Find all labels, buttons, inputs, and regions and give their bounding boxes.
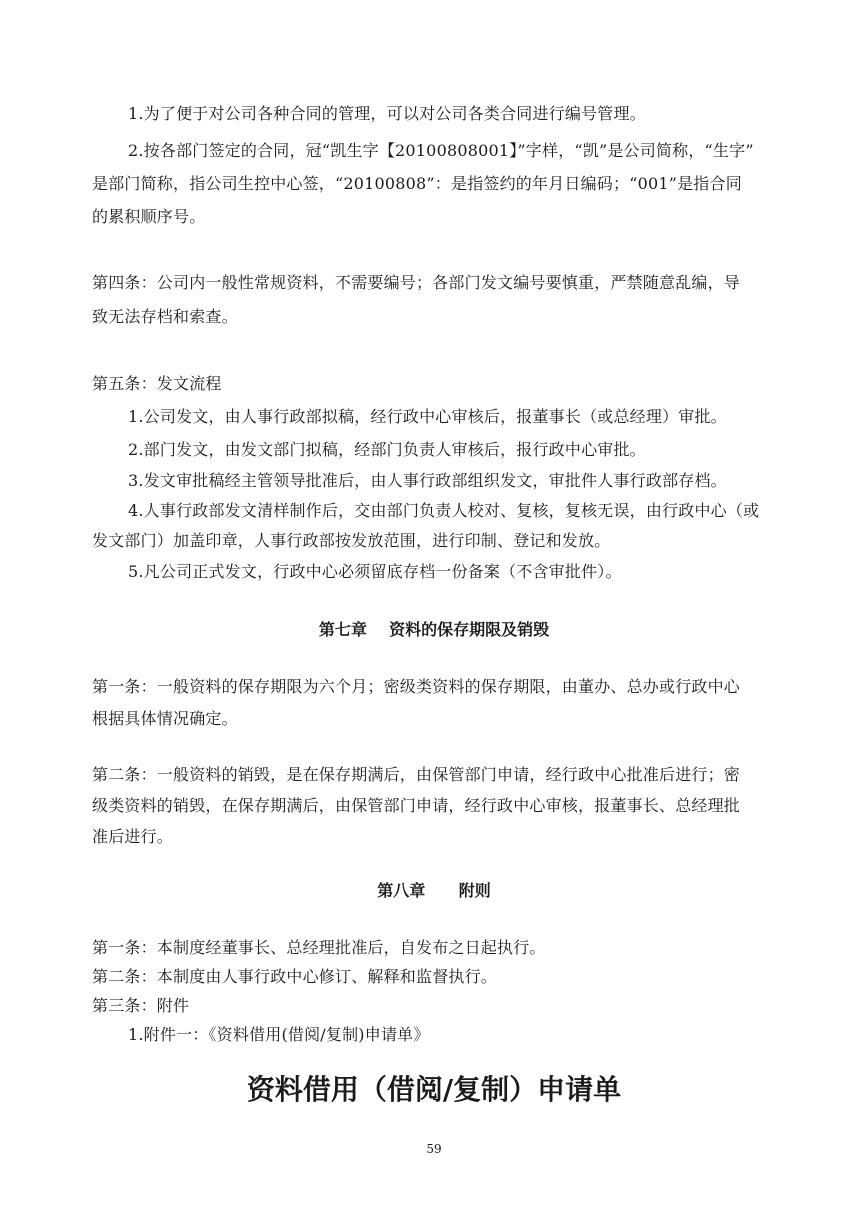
chapter-7-article-2: 第二条：一般资料的销毁，是在保存期满后，由保管部门申请，经行政中心批准后进行；密 [92,765,741,784]
contract-numbering-item-2-cont: 是部门简称，指公司生控中心签，“20100808”：是指签约的年月日编码；“001”是指合同 [92,174,742,193]
contract-numbering-item-2: 2.按各部门签定的合同，冠“凯生字【20100808001】”字样，“凯”是公司简称，“生字” [128,141,754,160]
article-5-item-4: 4.人事行政部发文清样制作后，交由部门负责人校对、复核，复核无误，由行政中心（或 [128,501,760,520]
chapter-7-article-2-end: 准后进行。 [92,827,174,846]
attachment-1: 1.附件一：《资料借用(借阅/复制)申请单》 [128,1025,430,1044]
article-5-item-4-cont: 发文部门）加盖印章，人事行政部按发放范围，进行印制、登记和发放。 [92,531,611,550]
chapter-7-article-2-cont: 级类资料的销毁，在保存期满后，由保管部门申请，经行政中心审核，报董事长、总经理批 [92,796,741,815]
page-number: 59 [426,1142,442,1156]
chapter-8-article-1: 第一条：本制度经董事长、总经理批准后，自发布之日起执行。 [92,938,546,957]
chapter-8-article-3: 第三条：附件 [92,996,190,1015]
article-5-item-5: 5.凡公司正式发文，行政中心必须留底存档一份备案（不含审批件）。 [128,562,622,581]
article-5-title: 第五条：发文流程 [92,374,222,393]
chapter-8-heading: 第八章 附则 [377,881,491,900]
contract-numbering-item-1: 1.为了便于对公司各种合同的管理，可以对公司各类合同进行编号管理。 [128,104,646,123]
chapter-7-article-1-cont: 根据具体情况确定。 [92,709,238,728]
article-5-item-3: 3.发文审批稿经主管领导批准后，由人事行政部组织发文，审批件人事行政部存档。 [128,471,727,490]
chapter-8-article-2: 第二条：本制度由人事行政中心修订、解释和监督执行。 [92,967,498,986]
article-5-item-1: 1.公司发文，由人事行政部拟稿，经行政中心审核后，报董事长（或总经理）审批。 [128,407,727,426]
chapter-7-article-1: 第一条：一般资料的保存期限为六个月；密级类资料的保存期限，由董办、总办或行政中心 [92,677,741,696]
article-4: 第四条：公司内一般性常规资料，不需要编号；各部门发文编号要慎重，严禁随意乱编，导 [92,273,741,292]
article-4-cont: 致无法存档和索查。 [92,307,238,326]
contract-numbering-item-2-end: 的累积顺序号。 [92,207,206,226]
article-5-item-2: 2.部门发文，由发文部门拟稿，经部门负责人审核后，报行政中心审批。 [128,440,646,459]
chapter-7-heading: 第七章 资料的保存期限及销毁 [318,620,550,639]
form-title: 资料借用（借阅/复制）申请单 [246,1073,622,1106]
